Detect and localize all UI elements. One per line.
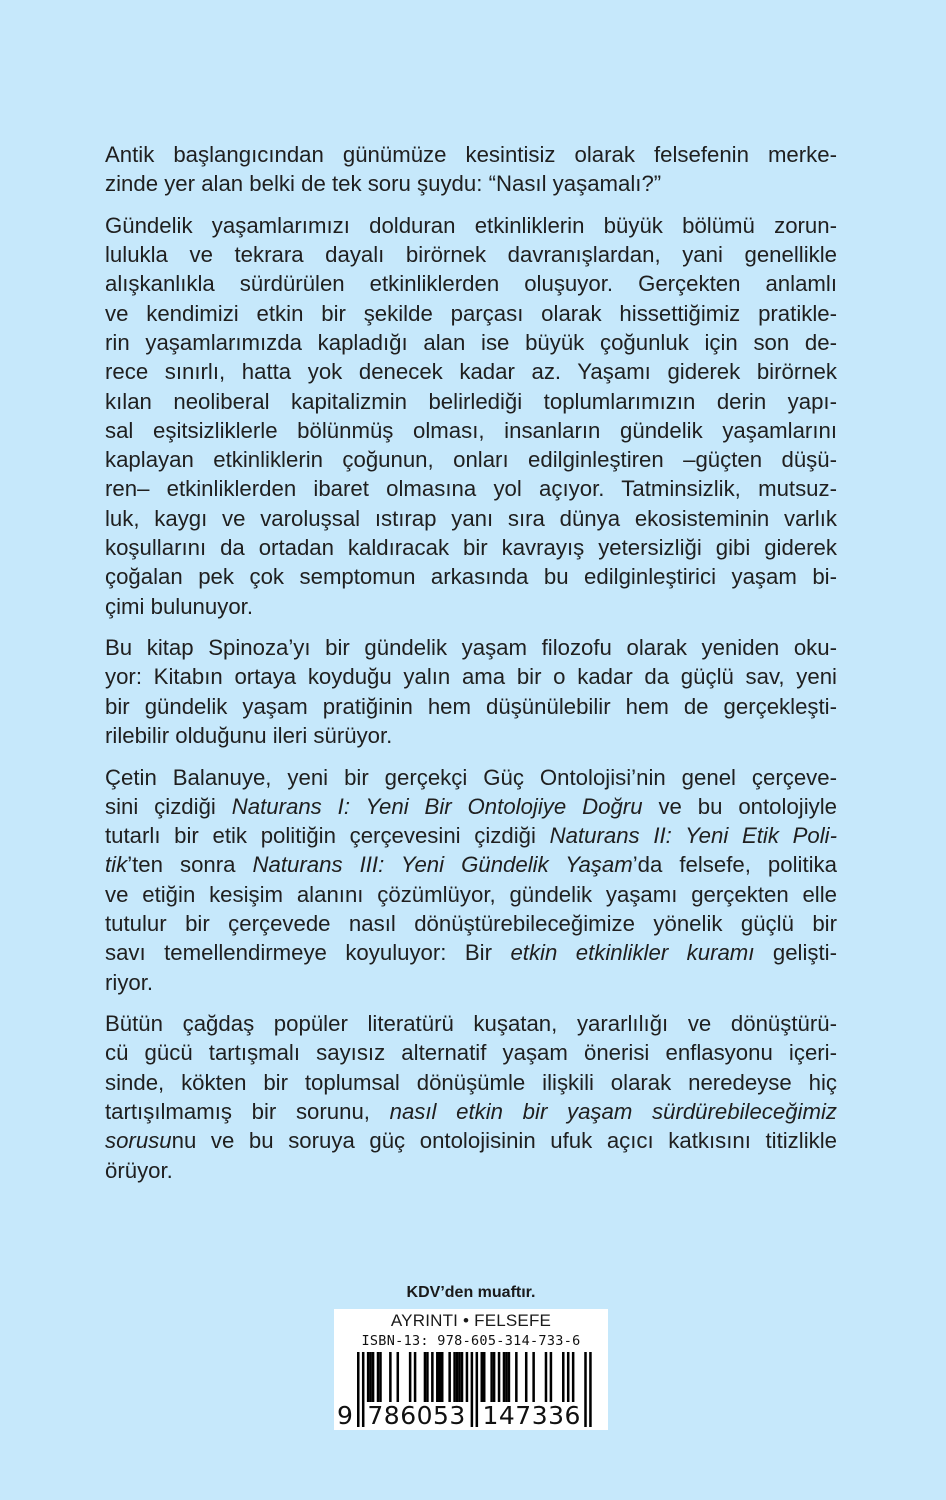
italic-title: nasıl etkin bir yaşam sürdürebileceğimiz bbox=[389, 1098, 837, 1124]
text-line: alışkanlıkla sürdürülen etkinliklerden oluşuyor. Gerçekten anlamlı bbox=[105, 271, 837, 297]
barcode-bar bbox=[379, 1352, 382, 1402]
text-line: rilebilir olduğunu ileri sürüyor. bbox=[105, 723, 393, 749]
italic-title: Naturans II: Yeni Etik Poli- bbox=[549, 823, 837, 849]
text-run: ’ten sonra bbox=[127, 852, 253, 878]
barcode-bar bbox=[367, 1352, 370, 1402]
text-line: Bu kitap Spinoza’yı bir gündelik yaşam filozofu olarak yeniden oku- bbox=[105, 635, 837, 661]
barcode-bar bbox=[532, 1352, 535, 1402]
barcode-bar bbox=[439, 1352, 442, 1402]
ean-right-group: 147336 bbox=[482, 1401, 581, 1430]
barcode-bar bbox=[409, 1352, 412, 1402]
text-line: ve etiğin kesişim alanını çözümlüyor, gündelik yaşamı gerçekten elle bbox=[105, 881, 837, 907]
text-line: bir gündelik yaşam pratiğinin hem düşünülebilir hem de gerçekleşti- bbox=[105, 693, 837, 719]
text-line: tutulur bir çerçevede nasıl dönüştürebileceğimize yönelik güçlü bir bbox=[105, 910, 837, 936]
text-line: Bütün çağdaş popüler literatürü kuşatan, yararlılığı ve dönüştürü- bbox=[105, 1011, 837, 1037]
barcode-bar bbox=[466, 1352, 469, 1402]
text-run: nu ve bu soruya güç ontolojisinin ufuk açıcı katkısını titizlikle bbox=[171, 1128, 837, 1154]
barcode-bar bbox=[426, 1352, 429, 1402]
text-run: sini çizdiği bbox=[105, 793, 232, 819]
text-line bbox=[105, 821, 837, 850]
text-line: örüyor. bbox=[105, 1157, 173, 1183]
text-line: koşullarını da ortadan kaldıracak bir kavrayış yetersizliği gibi giderek bbox=[105, 535, 837, 561]
text-line: luk, kaygı ve varoluşsal ıstırap yanı sıra dünya ekosisteminin varlık bbox=[105, 505, 837, 531]
text-line: rin yaşamlarımızda kapladığı alan ise büyük çoğunluk için son de- bbox=[105, 329, 837, 355]
text-line: ve kendimizi etkin bir şekilde parçası olarak hissettiğimiz pratikle- bbox=[105, 300, 837, 326]
barcode-bar bbox=[369, 1352, 372, 1402]
text-run: tartışılmamış bir sorunu, bbox=[105, 1098, 390, 1124]
text-line: riyor. bbox=[105, 969, 154, 995]
text-line: cü gücü tartışmalı sayısız alternatif yaşam önerisi enflasyonu içeri- bbox=[105, 1040, 837, 1066]
text-line: sal eşitsizliklerle bölünmüş olması, insanların gündelik yaşamlarını bbox=[105, 417, 837, 443]
text-line: kaplayan etkinliklerin çoğunun, onları edilginleştiren –güçten düşü- bbox=[105, 447, 837, 473]
tax-exempt-note: KDV’den muaftır. bbox=[406, 1284, 536, 1301]
barcode-bar bbox=[567, 1352, 570, 1402]
barcode-bar bbox=[481, 1352, 484, 1402]
text-line: Antik başlangıcından günümüze kesintisiz olarak felsefenin merke- bbox=[105, 142, 837, 167]
barcode-bar bbox=[397, 1352, 400, 1402]
barcode-bar bbox=[505, 1352, 508, 1402]
barcode-bar bbox=[372, 1352, 375, 1402]
barcode-bar bbox=[456, 1352, 459, 1402]
barcode-bar bbox=[498, 1352, 501, 1402]
text-line bbox=[105, 850, 837, 879]
barcode-box bbox=[334, 1309, 608, 1430]
barcode-bar bbox=[508, 1352, 511, 1402]
barcode-bar bbox=[436, 1352, 439, 1402]
italic-title: Naturans III: Yeni Gündelik Yaşam bbox=[252, 852, 633, 878]
barcode-bar bbox=[515, 1352, 518, 1402]
barcode-bar bbox=[431, 1352, 434, 1402]
text-line bbox=[105, 1097, 837, 1126]
text-run: savı temellendirmeye koyuluyor: Bir bbox=[105, 940, 511, 966]
barcode-bar bbox=[424, 1352, 427, 1402]
barcode-bar bbox=[490, 1352, 493, 1402]
italic-title: tik bbox=[105, 852, 128, 878]
text-line: ren– etkinliklerden ibaret olmasına yol açıyor. Tatminsizlik, mutsuz- bbox=[105, 476, 837, 502]
barcode-bar bbox=[458, 1352, 461, 1402]
paragraph bbox=[105, 763, 837, 997]
ean-first-digit: 9 bbox=[337, 1401, 353, 1430]
text-line: çoğalan pek çok semptomun arkasında bu edilginleştirici yaşam bi- bbox=[105, 564, 837, 590]
barcode-bar bbox=[545, 1352, 548, 1402]
barcode-bar bbox=[377, 1352, 380, 1402]
text-line bbox=[105, 938, 837, 967]
barcode-bar bbox=[389, 1352, 392, 1402]
text-run: tutarlı bir etik politiğin çerçevesini çizdiği bbox=[105, 823, 550, 849]
text-run: ve bu ontolojiyle bbox=[642, 793, 838, 819]
text-line: yor: Kitabın ortaya koyduğu yalın ama bir o kadar da güçlü sav, yeni bbox=[105, 664, 837, 690]
barcode-bar bbox=[493, 1352, 496, 1402]
ean-left-group: 786053 bbox=[367, 1401, 466, 1430]
back-cover-blurb bbox=[105, 140, 837, 1197]
text-line: Gündelik yaşamlarımızı dolduran etkinliklerin büyük bölümü zorun- bbox=[105, 212, 837, 238]
barcode-bar bbox=[453, 1352, 456, 1402]
text-line: sinde, kökten bir toplumsal dönüşümle ilişkili olarak neredeyse hiç bbox=[105, 1069, 837, 1095]
paragraph bbox=[105, 140, 837, 199]
barcode-bar bbox=[572, 1352, 575, 1402]
text-line: çimi bulunuyor. bbox=[105, 593, 253, 619]
paragraph bbox=[105, 211, 837, 621]
barcode-bar bbox=[441, 1352, 444, 1402]
barcode-bar bbox=[525, 1352, 528, 1402]
text-line: lulukla ve tekrara dayalı birörnek davranışlardan, yani genellikle bbox=[105, 242, 837, 268]
text-line: zinde yer alan belki de tek soru şuydu: “Nasıl yaşamalı?” bbox=[105, 171, 662, 197]
paragraph bbox=[105, 1009, 837, 1185]
barcode-bar bbox=[562, 1352, 565, 1402]
text-line bbox=[105, 792, 837, 821]
text-run: ’da felsefe, politika bbox=[632, 852, 837, 878]
barcode-bar bbox=[503, 1352, 506, 1402]
publisher-series: AYRINTI • FELSEFE bbox=[390, 1311, 552, 1330]
text-run: gelişti- bbox=[754, 940, 837, 966]
barcode-bar bbox=[550, 1352, 553, 1402]
text-line: kılan neoliberal kapitalizmin belirlediği toplumlarımızın derin yapı- bbox=[105, 388, 837, 414]
ean-digits bbox=[334, 1402, 608, 1430]
barcode-bar bbox=[414, 1352, 417, 1402]
barcode-bar bbox=[461, 1352, 464, 1402]
isbn-label: ISBN-13: 978-605-314-733-6 bbox=[361, 1333, 581, 1349]
italic-title: etkin etkinlikler kuramı bbox=[510, 940, 755, 966]
text-line bbox=[105, 1126, 837, 1155]
italic-title: Naturans I: Yeni Bir Ontolojiye Doğru bbox=[231, 793, 643, 819]
barcode-bar bbox=[448, 1352, 451, 1402]
text-line: rece sınırlı, hatta yok denecek kadar az. Yaşamı giderek birörnek bbox=[105, 359, 837, 385]
barcode-bar bbox=[483, 1352, 486, 1402]
italic-title: sorusu bbox=[105, 1128, 172, 1154]
text-line: Çetin Balanuye, yeni bir gerçekçi Güç Ontolojisi’nin genel çerçeve- bbox=[105, 764, 837, 790]
paragraph bbox=[105, 633, 837, 750]
